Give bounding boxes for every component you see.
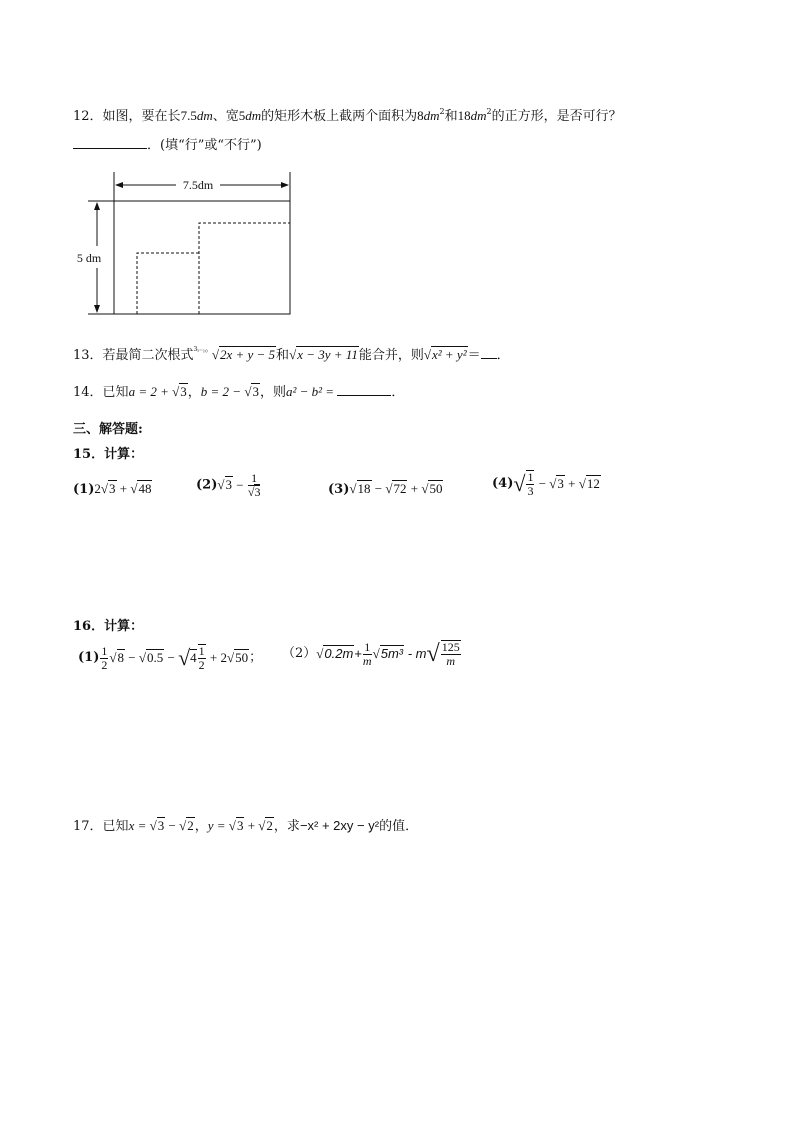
q13-radical2: √x − 3y + 11 xyxy=(289,347,358,362)
q14-text-a: 已知 xyxy=(102,385,129,400)
q15-p1-radicand1: 3 xyxy=(109,481,116,496)
q16-p1-denominator: 2 xyxy=(101,657,108,672)
q16-p1-mixed-den: 2 xyxy=(198,658,205,672)
q13-line xyxy=(73,340,510,365)
q15-p1-label: (1) xyxy=(73,482,95,497)
q15-heading xyxy=(73,446,143,464)
q12-text-c: 的矩形木板上截两个面积为 xyxy=(261,109,418,124)
height-label: 5 dm xyxy=(76,251,102,265)
q16-p2-radicand1: 0.2m xyxy=(324,646,354,661)
q17-sep: ， xyxy=(194,819,208,834)
q17-y-radical2: √2 xyxy=(258,818,273,833)
q15-p1-radicand2: 48 xyxy=(138,481,152,496)
q17-expr: −x² + 2xy − y² xyxy=(299,818,380,833)
q15-part2 xyxy=(196,472,261,499)
q12-width-unit: dm xyxy=(245,108,262,123)
q12-text-b: 、宽 xyxy=(212,109,239,124)
q15-p2-label: (2) xyxy=(196,477,218,493)
q14-a-radicand: 3 xyxy=(180,384,187,399)
q15-p4-numerator: 1 xyxy=(527,470,534,484)
q16-p1-radical2: √0.5 xyxy=(138,649,164,665)
q15-p1-op: + xyxy=(116,481,131,496)
q16-p2-big-fraction xyxy=(441,640,461,668)
small-square-dashed xyxy=(137,253,199,314)
q17-text-c: 的值． xyxy=(379,819,419,834)
q16-p1-radical1: √8 xyxy=(109,649,124,665)
q12-area1-exp: 2 xyxy=(439,107,445,116)
q17-y-radicand2: 2 xyxy=(266,818,273,833)
q12-text-e: 的正方形，是否可行？ xyxy=(491,109,622,124)
q12-text-a: 如图，要在长 xyxy=(102,109,181,124)
q16-title: 计算： xyxy=(104,619,144,634)
q17-number: 17． xyxy=(73,819,103,834)
q13-text-b: 和 xyxy=(276,348,290,363)
q16-p1-fraction xyxy=(100,645,108,672)
q15-p1-coef: 2 xyxy=(94,481,101,496)
board-rectangle xyxy=(114,201,290,314)
q16-p2-big-num: 125 xyxy=(441,640,460,654)
q15-p3-radicand1: 18 xyxy=(357,481,371,496)
q12-area1: 8 xyxy=(417,108,424,123)
q13-radicand3: x² + y² xyxy=(431,347,467,362)
q15-p3-radicand3: 50 xyxy=(429,481,443,496)
q16-p1-radicand1: 8 xyxy=(117,649,124,665)
q15-p4-op2: + xyxy=(564,476,579,491)
q16-p1-numerator: 1 xyxy=(101,643,108,658)
q12-width-value: 5 xyxy=(238,108,246,123)
q16-p1-op3: + 2 xyxy=(206,650,227,665)
q15-title: 计算： xyxy=(104,447,144,462)
q15-p4-radical3: √12 xyxy=(578,475,600,491)
q16-p2-radical1: √0.2m xyxy=(316,646,354,661)
q16-p2-label: （2） xyxy=(282,646,317,661)
q15-p2-fraction xyxy=(248,472,261,499)
q15-p4-label: (4) xyxy=(492,476,514,491)
q14-a-radical: √3 xyxy=(172,384,187,399)
q15-p3-op1: − xyxy=(371,481,386,496)
q16-p2-big-den: m xyxy=(446,654,456,668)
q12-number: 12． xyxy=(73,109,103,124)
q12-area2: 18 xyxy=(457,108,471,123)
q13-radicand1: 2x + y − 5 xyxy=(219,347,276,362)
q14-line xyxy=(73,383,404,402)
q15-p3-radical3: √50 xyxy=(421,481,443,496)
q17-x-radical1: √3 xyxy=(149,818,165,833)
q15-p4-radicand3: 12 xyxy=(586,475,600,491)
q14-b-radicand: 3 xyxy=(252,384,259,399)
q15-p2-denominator: √3 xyxy=(247,485,261,499)
q15-p2-op: − xyxy=(233,477,247,493)
q12-area1-unit: dm xyxy=(423,108,440,123)
q17-y-op: + xyxy=(244,818,259,833)
q17-x-radical2: √2 xyxy=(179,818,194,833)
height-arrow-top xyxy=(94,202,100,210)
q14-end: ． xyxy=(391,385,405,400)
q14-b-expr: b = 2 − xyxy=(200,384,245,399)
q13-text-c: 能合并，则 xyxy=(358,348,424,363)
q12-length-value: 7.5 xyxy=(180,108,197,123)
q15-p4-op1: − xyxy=(535,476,550,491)
q15-p3-radical1: √18 xyxy=(349,481,371,496)
q14-expr: a² − b² = xyxy=(285,384,338,399)
q15-p2-numerator: 1 xyxy=(248,472,261,486)
q16-p2-denominator: m xyxy=(362,653,372,668)
q12-text-d: 和 xyxy=(444,109,458,124)
q12-figure xyxy=(70,170,300,320)
q16-p2-radicand2: 5m³ xyxy=(380,646,404,661)
width-arrow-left xyxy=(115,182,123,188)
section3-title: 三、解答题: xyxy=(73,422,143,437)
q15-p1-radical2: √48 xyxy=(130,481,152,496)
q15-p2-radical1: √3 xyxy=(217,477,232,492)
q16-p2-op2: - m xyxy=(404,646,427,661)
width-arrow-right xyxy=(281,182,289,188)
q13-radical3: √x² + y² xyxy=(423,347,467,362)
q13-radicand2: x − 3y + 11 xyxy=(297,347,358,362)
q15-part4 xyxy=(492,470,601,498)
q14-b-radical: √3 xyxy=(244,384,259,399)
q13-text-d: ＝ xyxy=(467,348,481,363)
q15-p3-label: (3) xyxy=(328,482,350,497)
q12-line2 xyxy=(73,135,262,155)
q12-line1 xyxy=(73,103,622,126)
q16-p1-mixed-num: 1 xyxy=(198,644,205,658)
q17-y-expr: y = xyxy=(207,818,229,833)
q16-p2-radical2: √5m³ xyxy=(372,646,404,661)
q15-p2-den-radicand: 3 xyxy=(254,485,261,499)
width-label: 7.5dm xyxy=(182,178,214,192)
q16-p2-fraction xyxy=(363,641,372,668)
q17-y-radical1: √3 xyxy=(228,818,244,833)
q13-text-e: ． xyxy=(496,348,510,363)
q15-p2-radicand1: 3 xyxy=(225,477,232,492)
q15-p3-radicand2: 72 xyxy=(393,481,407,496)
q14-answer-blank[interactable] xyxy=(337,383,391,396)
q12-area2-exp: 2 xyxy=(486,107,492,116)
q16-p2-big-radical: √ xyxy=(426,641,440,667)
q17-x-radicand1: 3 xyxy=(157,818,165,833)
q14-number: 14． xyxy=(73,385,103,400)
q16-p1-label: (1) xyxy=(78,650,100,665)
q17-line xyxy=(73,817,418,836)
q15-part3 xyxy=(328,480,443,499)
q16-p1-mixed-fraction xyxy=(198,644,206,672)
q17-text-b: ，求 xyxy=(273,819,300,834)
q15-p3-op2: + xyxy=(407,481,422,496)
q12-answer-blank[interactable] xyxy=(73,135,147,149)
q16-p1-op2: − xyxy=(164,650,179,665)
q13-number: 13． xyxy=(73,348,103,363)
q15-p4-fraction xyxy=(526,470,534,498)
q17-x-radicand2: 2 xyxy=(187,818,194,833)
q15-p3-radical2: √72 xyxy=(385,481,407,496)
q15-p1-radical1: √3 xyxy=(100,481,116,496)
q15-p4-denominator: 3 xyxy=(527,484,534,498)
q17-x-expr: x = xyxy=(128,818,150,833)
q17-x-op: − xyxy=(165,818,180,833)
q15-p4-radicand2: 3 xyxy=(557,475,564,491)
q16-p1-radicand2: 0.5 xyxy=(146,649,164,665)
q14-text-b: ，则 xyxy=(259,385,286,400)
q16-p1-radicand4: 50 xyxy=(235,649,249,665)
q16-p2-op1: + xyxy=(354,646,362,661)
q16-p1-mixed-whole: 4 xyxy=(190,650,197,665)
q16-part1 xyxy=(78,644,262,672)
q12-length-unit: dm xyxy=(196,108,213,123)
q16-p1-end: ； xyxy=(249,650,263,665)
q16-p1-big-radical: √ xyxy=(178,645,191,670)
q15-number: 15． xyxy=(73,447,105,462)
q12-area2-unit: dm xyxy=(470,108,487,123)
q17-y-radicand1: 3 xyxy=(236,818,244,833)
q14-a-expr: a = 2 + xyxy=(128,384,173,399)
q13-radical1: √2x + y − 5 xyxy=(211,347,276,362)
q15-p4-radical2: √3 xyxy=(549,475,564,491)
q16-part2 xyxy=(282,640,462,668)
q13-root-index: 3ₓ₋₁₀ xyxy=(193,345,208,353)
q13-answer-blank[interactable] xyxy=(481,346,497,359)
q16-p2-numerator: 1 xyxy=(364,639,371,654)
q16-number: 16． xyxy=(73,619,105,634)
large-square-dashed xyxy=(199,223,290,314)
q15-p4-big-radical: √ xyxy=(513,471,526,496)
q16-p1-radical4: √50 xyxy=(227,649,249,665)
q13-text-a: 若最简二次根式 xyxy=(102,348,194,363)
q14-sep: ， xyxy=(187,385,201,400)
q15-part1 xyxy=(73,480,152,499)
q17-text-a: 已知 xyxy=(102,819,129,834)
height-arrow-bottom xyxy=(94,305,100,313)
q16-heading xyxy=(73,618,143,636)
q16-p1-op1: − xyxy=(125,650,139,665)
q12-answer-prompt: ．(填“行”或“不行”) xyxy=(147,138,262,153)
